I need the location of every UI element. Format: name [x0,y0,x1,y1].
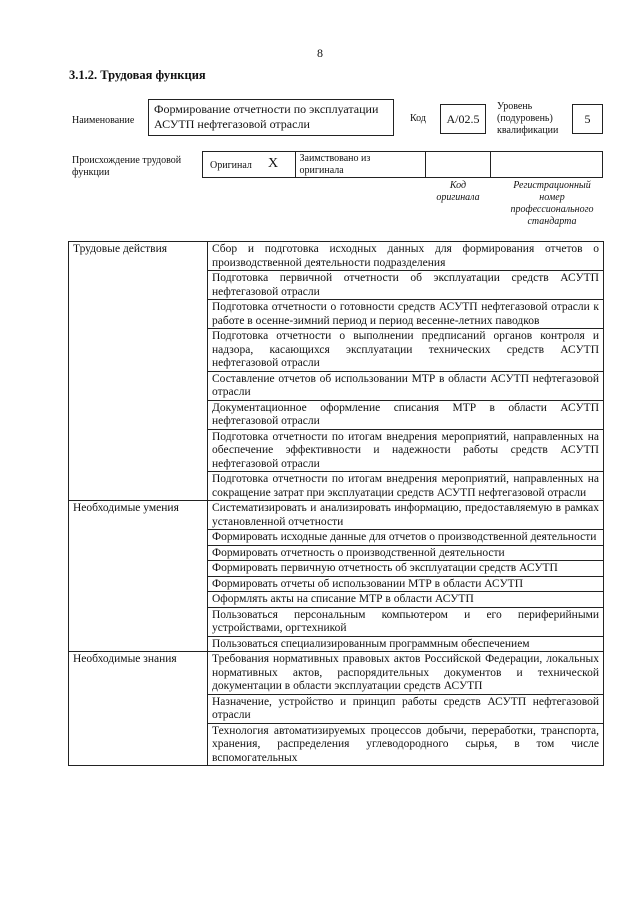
original-label: Оригинал [210,160,252,171]
knowledge-item: Назначение, устройство и принцип работы средств АСУТП нефтегазовой отрасли [208,694,604,723]
level-label-line1: Уровень [497,101,533,112]
code-original-line2: оригинала [436,192,480,203]
borrowed-line1: Заимствовано из [299,153,371,164]
skill-item: Формировать исходные данные для отчетов о производственной деятельности [208,530,604,546]
origin-regnum-cell [491,152,602,177]
reg-number-line3: профессионального [510,204,594,215]
reg-number-line2: номер [539,192,565,203]
origin-label [72,155,181,179]
labor-action-item: Подготовка отчетности по итогам внедрения мероприятий, направленных на обеспечение эффективности и надежности работы средств АСУТП нефтегазовой отрасли [208,429,604,472]
code-original-line1: Код [449,180,467,191]
level-box: 5 [572,104,603,134]
labor-action-item: Подготовка отчетности о готовности средств АСУТП нефтегазовой отрасли к работе в осенне-зимний период и период весенне-летних паводков [208,300,604,329]
borrowed-line2: оригинала [299,165,344,176]
labor-action-item: Сбор и подготовка исходных данных для формирования отчетов о производственной деятельности подразделения [208,242,604,271]
required-skills-label: Необходимые умения [69,501,208,652]
reg-number-line1: Регистрационный [513,180,591,191]
knowledge-item: Требования нормативных правовых актов Российской Федерации, локальных нормативных актов, распорядительных документов и технической документации в области эксплуатации средств АСУТП [208,652,604,695]
function-details-table [68,241,604,766]
origin-label-line2: функции [72,167,110,178]
origin-label-line1: Происхождение трудовой [72,155,182,166]
function-name-box: Формирование отчетности по эксплуатации АСУТП нефтегазовой отрасли [148,99,394,136]
reg-number-caption [497,180,607,228]
original-mark: X [268,156,279,171]
skill-item: Формировать отчеты об использовании МТР в области АСУТП [208,576,604,592]
code-original-caption [432,180,484,204]
borrowed-label [300,153,371,177]
origin-original-cell [203,152,296,177]
code-box: А/02.5 [440,104,486,134]
origin-table [202,151,603,178]
skill-item: Пользоваться персональным компьютером и его периферийными устройствами, оргтехникой [208,607,604,636]
skill-item: Пользоваться специализированным программным обеспечением [208,636,604,652]
labor-action-item: Подготовка отчетности по итогам внедрения мероприятий, направленных на сокращение затрат при эксплуатации средств АСУТП нефтегазовой отрасли [208,472,604,501]
skill-item: Систематизировать и анализировать информацию, предоставляемую в рамках установленной отчетности [208,501,604,530]
level-label-line3: квалификации [497,125,559,136]
level-label-line2: (подуровень) [497,113,553,124]
name-label: Наименование [72,115,135,126]
table-row [69,242,604,271]
table-row [69,652,604,695]
section-heading: 3.1.2. Трудовая функция [69,68,206,82]
labor-action-item: Документационное оформление списания МТР в области АСУТП нефтегазовой отрасли [208,400,604,429]
labor-actions-label: Трудовые действия [69,242,208,501]
labor-action-item: Подготовка отчетности о выполнении предписаний органов контроля и надзора, касающихся эксплуатации технических средств АСУТП нефтегазовой отрасли [208,329,604,372]
skill-item: Формировать отчетность о производственной деятельности [208,545,604,561]
reg-number-line4: стандарта [527,216,577,227]
level-label [497,101,558,137]
labor-action-item: Подготовка первичной отчетности об эксплуатации средств АСУТП нефтегазовой отрасли [208,271,604,300]
labor-action-item: Составление отчетов об использовании МТР в области АСУТП нефтегазовой отрасли [208,371,604,400]
code-label: Код [410,113,426,124]
origin-code-cell [426,152,491,177]
skill-item: Оформлять акты на списание МТР в области АСУТП [208,592,604,608]
skill-item: Формировать первичную отчетность об эксплуатации средств АСУТП [208,561,604,577]
table-row [69,501,604,530]
required-knowledge-label: Необходимые знания [69,652,208,766]
page-number: 8 [317,46,323,60]
knowledge-item: Технология автоматизируемых процессов добычи, переработки, транспорта, хранения, распределения углеводородного сырья, в том числе вспомогательных [208,723,604,766]
origin-borrowed-cell [296,152,426,177]
